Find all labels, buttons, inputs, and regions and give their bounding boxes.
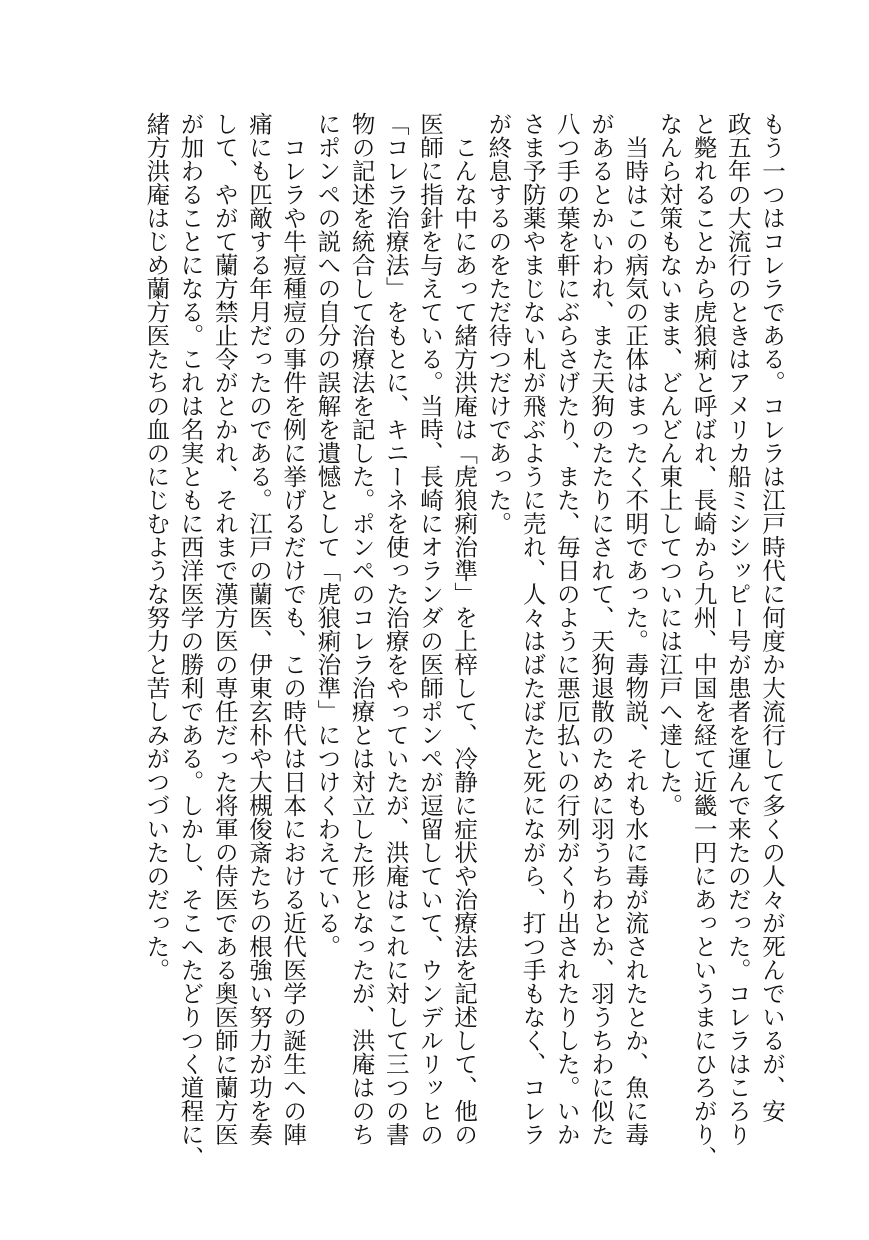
text-line: があるとかいわれ、また天狗のたたりにされて、天狗退散のために羽うちわとか、羽うちわに似た <box>586 112 615 1146</box>
text-line: さま予防薬やまじない札が飛ぶように売れ、人々はばたばたと死にながら、打つ手もなく、コレラ <box>518 112 547 1146</box>
vertical-text-body <box>139 112 789 1170</box>
text-line: して、やがて蘭方禁止令がとかれ、それまで漢方医の専任だった将軍の侍医である奥医師に蘭方医 <box>210 112 239 1146</box>
text-line: にポンペの説への自分の誤解を遺憾として「虎狼痢治準」につけくわえている。 <box>313 112 342 958</box>
text-line: 八つ手の葉を軒にぶらさげたり、また、毎日のように悪厄払いの行列がくり出されたりした。いか <box>552 112 581 1146</box>
text-line: が終息するのをただ待つだけであった。 <box>484 112 513 535</box>
text-line: 緒方洪庵はじめ蘭方医たちの血のにじむような努力と苦しみがつづいたのだった。 <box>142 112 171 982</box>
text-line: 医師に指針を与えている。当時、長崎にオランダの医師ポンペが逗留していて、ウンデルリッヒの <box>415 112 444 1146</box>
text-line: コレラや牛痘種痘の事件を例に挙げるだけでも、この時代は日本における近代医学の誕生への陣 <box>279 112 308 1146</box>
text-line: 当時はこの病気の正体はまったく不明であった。毒物説、それも水に毒が流されたとか、魚に毒 <box>621 112 650 1146</box>
text-line: もう一つはコレラである。コレラは江戸時代に何度か大流行して多くの人々が死んでいるが、安 <box>758 112 786 1123</box>
text-line: が加わることになる。これは名実ともに西洋医学の勝利である。しかし、そこへたどりつく道程に、 <box>176 112 205 1170</box>
text-line: 物の記述を統合して治療法を記した。ポンペのコレラ治療とは対立した形となったが、洪庵はのち <box>347 112 376 1146</box>
text-line: 政五年の大流行のときはアメリカ船ミシシッピー号が患者を運んで来たのだった。コレラはころり <box>723 112 752 1146</box>
text-line: なんら対策もないまま、どんどん東上してついには江戸へ達した。 <box>655 112 684 817</box>
text-line: と斃れることから虎狼痢と呼ばれ、長崎から九州、中国を経て近畿一円にあっというまにひろがり、 <box>689 112 718 1170</box>
text-line: 痛にも匹敵する年月だったのである。江戸の蘭医、伊東玄朴や大槻俊斎たちの根強い努力が功を奏 <box>244 112 273 1146</box>
text-line: こんな中にあって緒方洪庵は「虎狼痢治準」を上梓して、冷静に症状や治療法を記述して、他の <box>450 112 479 1146</box>
text-line: 「コレラ治療法」をもとに、キニーネを使った治療をやっていたが、洪庵はこれに対して三つの書 <box>381 112 410 1146</box>
